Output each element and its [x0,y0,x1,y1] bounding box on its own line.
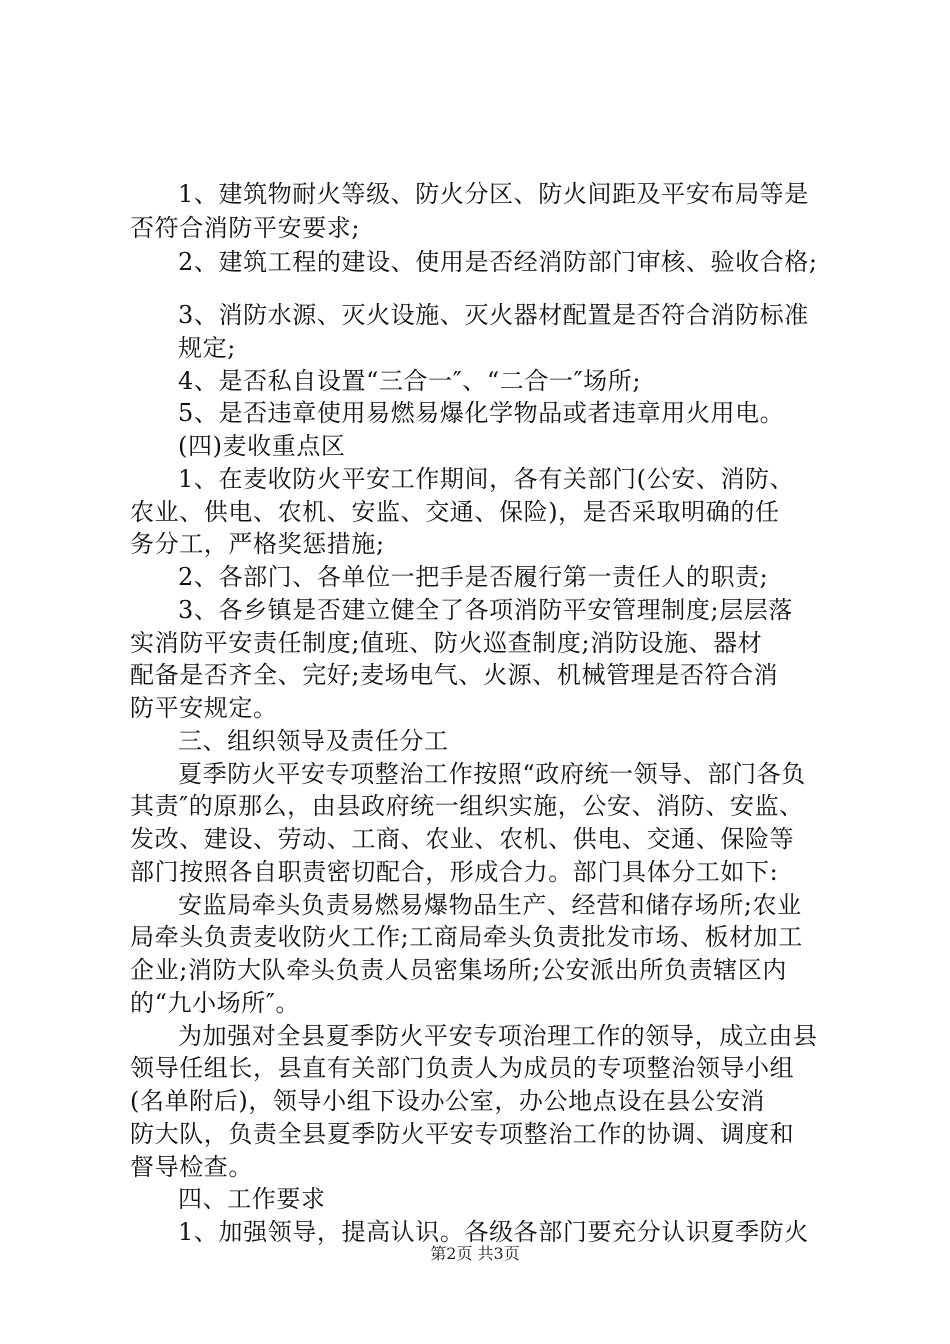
section-heading: 四、工作要求 [178,1185,326,1213]
text-line: 5、是否违章使用易燃易爆化学物品或者违章用火用电。 [178,399,785,427]
text-line: 其责″的原那么，由县政府统一组织实施，公安、消防、安监、 [130,792,804,820]
text-line: 2、建筑工程的建设、使用是否经消防部门审核、验收合格; [178,248,818,276]
text-line: 1、建筑物耐火等级、防火分区、防火间距及平安布局等是 [178,180,809,208]
text-line: 3、各乡镇是否建立健全了各项消防平安管理制度;层层落 [178,596,793,624]
text-line: 实消防平安责任制度;值班、防火巡查制度;消防设施、器材 [130,629,763,657]
text-line: 的“九小场所″。 [130,989,301,1017]
text-line: 防平安规定。 [130,694,278,722]
text-line: (名单附后)，领导小组下设办公室，办公地点设在县公安消 [130,1087,765,1115]
text-line: 夏季防火平安专项整治工作按照“政府统一领导、部门各负 [178,760,806,788]
text-line: 防大队，负责全县夏季防火平安专项整治工作的协调、调度和 [130,1120,795,1148]
text-line: 发改、建设、劳动、工商、农业、农机、供电、交通、保险等 [130,825,795,853]
text-line: 为加强对全县夏季防火平安专项治理工作的领导，成立由县 [178,1022,818,1050]
text-line: 4、是否私自设置“三合一″、“二合一″场所; [178,367,642,395]
text-line: 安监局牵头负责易燃易爆物品生产、经营和储存场所;农业 [178,891,802,919]
text-line: 1、在麦收防火平安工作期间，各有关部门(公安、消防、 [178,465,795,493]
text-line: 配备是否齐全、完好;麦场电气、火源、机械管理是否符合消 [130,661,779,689]
text-line: 务分工，严格奖惩措施; [130,530,385,558]
text-line: 领导任组长，县直有关部门负责人为成员的专项整治领导小组 [130,1054,795,1082]
section-heading: 三、组织领导及责任分工 [178,727,449,755]
section-heading: (四)麦收重点区 [178,432,346,460]
text-line: 3、消防水源、灭火设施、灭火器材配置是否符合消防标准 [178,301,809,329]
text-line: 1、加强领导，提高认识。各级各部门要充分认识夏季防火 [178,1218,809,1246]
page-footer: 第2页 共3页 [430,1244,520,1263]
text-line: 督导检查。 [130,1153,253,1181]
text-line: 企业;消防大队牵头负责人员密集场所;公安派出所负责辖区内 [130,956,787,984]
text-line: 规定; [178,334,236,362]
text-line: 否符合消防平安要求; [130,214,361,242]
text-line: 农业、供电、农机、安监、交通、保险)，是否采取明确的任 [130,498,780,526]
text-line: 部门按照各自职责密切配合，形成合力。部门具体分工如下: [130,858,779,886]
text-line: 局牵头负责麦收防火工作;工商局牵头负责批发市场、板材加工 [130,923,803,951]
text-line: 2、各部门、各单位一把手是否履行第一责任人的职责; [178,563,769,591]
